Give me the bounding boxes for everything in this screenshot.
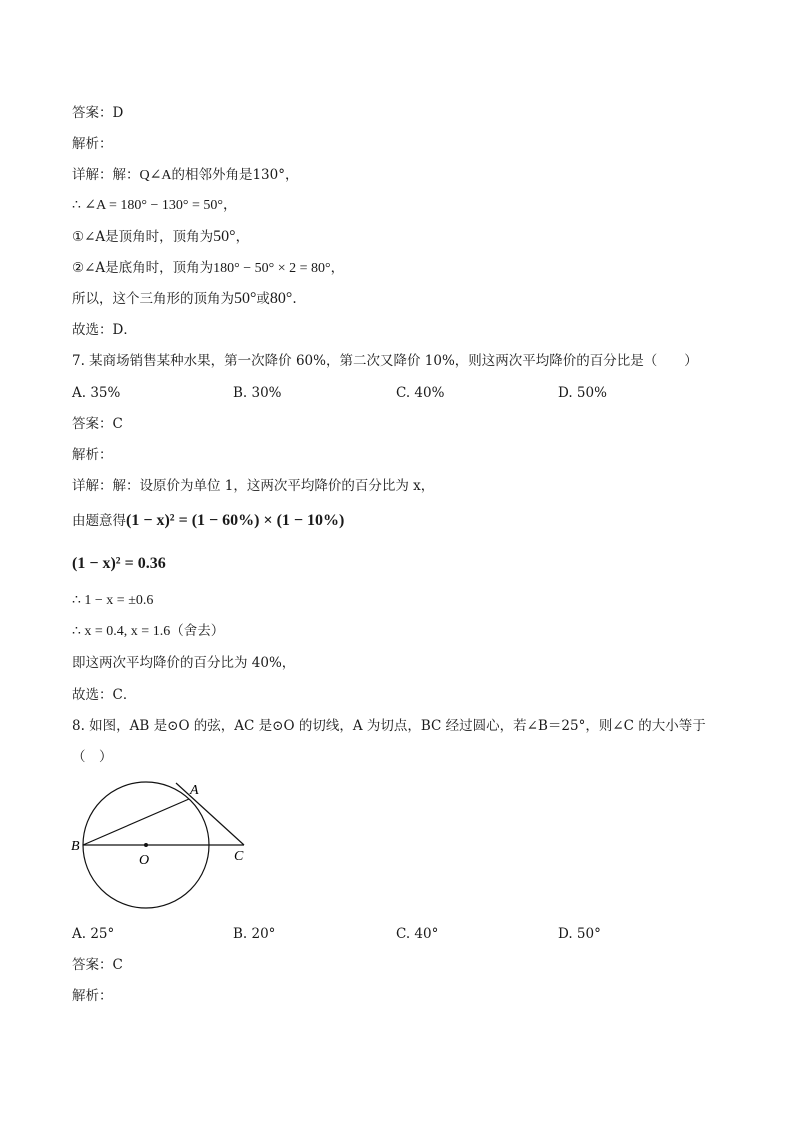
- q8-question-line2: （ ）: [72, 749, 113, 765]
- q6-analysis-label: 解析：: [72, 136, 113, 152]
- label-c: C: [234, 849, 244, 864]
- q7-eq3: ∴ 1 − x = ±0.6: [72, 593, 154, 608]
- q7-analysis-label: 解析：: [72, 447, 113, 463]
- q6-concl-v2: 80°: [269, 290, 293, 307]
- q6-detail-line: [72, 166, 298, 185]
- q8-circle-figure: [66, 775, 256, 920]
- q6-case1-comma: ，: [235, 229, 250, 245]
- q6-concl-dot: .: [292, 291, 297, 307]
- q7-option-b: B. 30%: [233, 385, 282, 401]
- chord-ab: [83, 799, 189, 845]
- q7-result: 即这两次平均降价的百分比为 40%，: [72, 655, 296, 671]
- q7-eq1-text: 由题意得: [72, 513, 126, 529]
- q8-option-b: B. 20°: [233, 926, 276, 942]
- q6-case2-text: ②∠A是底角时，顶角为: [72, 260, 214, 276]
- q6-detail-label: 详解：解：: [72, 167, 140, 183]
- label-a: A: [190, 783, 199, 798]
- q6-step1: ∴ ∠A = 180° − 130° = 50°，: [72, 198, 237, 213]
- q7-answer: 答案：C: [72, 416, 123, 432]
- q7-question: 7. 某商场销售某种水果，第一次降价 60%，第二次又降价 10%，则这两次平均降价的百分比是（ ）: [72, 353, 698, 369]
- q6-answer: 答案：D: [72, 105, 124, 121]
- q7-option-a: A. 35%: [72, 385, 121, 401]
- label-o: O: [139, 853, 150, 868]
- q6-case1-value: 50°: [213, 228, 236, 245]
- q7-eq4: [72, 622, 224, 641]
- q6-case1-text: ①∠A是顶角时，顶角为: [72, 229, 214, 245]
- q8-option-a: A. 25°: [72, 926, 115, 942]
- q7-option-c: C. 40%: [396, 385, 445, 401]
- q6-case2-comma: ，: [330, 260, 345, 276]
- q7-eq1-math: (1 − x)² = (1 − 60%) × (1 − 10%): [126, 512, 345, 529]
- q7-eq4-note: （舍去）: [170, 623, 225, 639]
- q6-choice: 故选：D．: [72, 322, 137, 338]
- q6-detail-math: Q∠A: [139, 168, 172, 183]
- q6-case1: [72, 228, 249, 246]
- q6-detail-rest: 的相邻外角是130°，: [171, 167, 299, 183]
- q7-detail: 详解：解：设原价为单位 1，这两次平均降价的百分比为 x，: [72, 478, 435, 494]
- center-point: [144, 843, 148, 847]
- q6-concl-v1: 50°: [234, 290, 257, 307]
- q7-choice: 故选：C．: [72, 687, 137, 703]
- q6-case2-value: 180° − 50° × 2 = 80°: [213, 261, 331, 276]
- q6-concl-text: 所以，这个三角形的顶角为: [72, 291, 234, 307]
- q7-eq2: (1 − x)² = 0.36: [72, 555, 166, 572]
- q6-conclusion: [72, 290, 297, 308]
- q8-analysis-label: 解析：: [72, 988, 113, 1004]
- q7-option-d: D. 50%: [558, 385, 607, 401]
- q6-concl-or: 或: [256, 291, 270, 307]
- q8-answer: 答案：C: [72, 957, 123, 973]
- q8-option-d: D. 50°: [558, 926, 601, 942]
- q8-question-line1: 8. 如图，AB 是⊙O 的弦，AC 是⊙O 的切线，A 为切点，BC 经过圆心，若∠B＝25°，则∠C 的大小等于: [72, 718, 706, 734]
- q8-option-c: C. 40°: [396, 926, 439, 942]
- tangent-ac: [176, 783, 244, 845]
- q7-eq4-math: ∴ x = 0.4, x = 1.6: [72, 624, 171, 639]
- label-b: B: [71, 839, 80, 854]
- q7-eq1: [72, 512, 344, 530]
- q6-case2: [72, 259, 344, 278]
